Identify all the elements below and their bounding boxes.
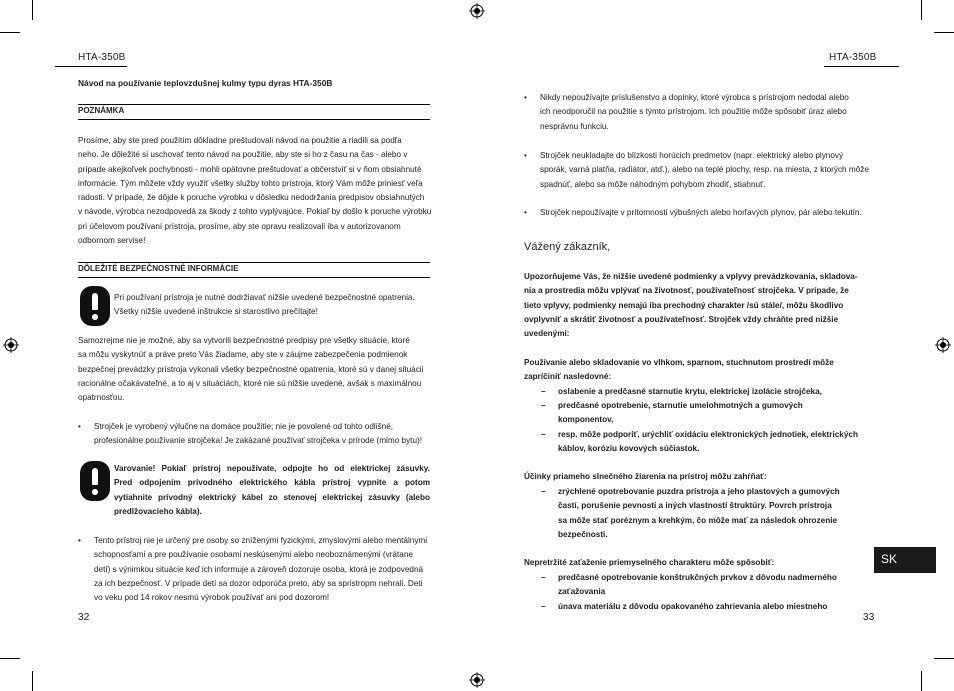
registration-mark-icon bbox=[469, 672, 485, 688]
text-line: Strojček neukladajte do blízkosti horúcich predmetov (napr. elektrický alebo plynový bbox=[540, 151, 844, 160]
crop-mark bbox=[934, 658, 954, 659]
text-line: častí, porušenie pevnosti a iných vlastností štruktúry. Povrch prístroja bbox=[558, 501, 832, 511]
warning-text-1 bbox=[114, 291, 434, 320]
note-paragraph bbox=[78, 134, 434, 248]
text-line: bezpečnosti. bbox=[558, 529, 608, 539]
section-rule bbox=[78, 277, 430, 278]
dash-icon: – bbox=[541, 387, 546, 396]
bullet-item bbox=[524, 91, 894, 135]
text-line: sporák, varná platňa, radiátor, atď.), alebo na teplé plochy, resp. na miesta, z ktorých môže bbox=[540, 165, 869, 175]
text-line: vo veku pod 14 rokov nesmú výrobok používať ani pod dozorom! bbox=[94, 593, 330, 603]
text-line: predčasné opotrebenie, starnutie umelohmotných a gumových bbox=[558, 401, 803, 410]
intro-paragraph bbox=[78, 334, 434, 405]
bullet-icon: • bbox=[524, 208, 527, 217]
text-line: predlžovacieho kábla). bbox=[114, 506, 202, 516]
text-line: oslabenie a predčasné starnutie krytu, elektrickej izolácie strojčeka, bbox=[558, 387, 822, 396]
text-line: zaťažovania bbox=[558, 587, 606, 597]
text-line: pri účelovom používaní prístroja, prosíme, aby ste opravu realizovali iba v autorizovanom bbox=[78, 221, 401, 231]
text-line: racionálne očakávateľné, a to aj v situáciách, ktoré nie sú nižšie uvedené, avšak s maximálnou bbox=[78, 378, 422, 388]
dash-item bbox=[541, 428, 891, 456]
sun-heading: Účinky priameho slnečného žiarenia na prístroj môžu zahŕňať: bbox=[524, 472, 767, 481]
text-line: tieto vplyvy, podmienky nemajú iba prechodný charakter /sú stále/, môžu škodlivo bbox=[524, 300, 844, 310]
text-line: vytiahnite prívodný elektrický kábel zo stenovej elektrickej zásuvky (alebo bbox=[114, 492, 430, 502]
text-line: schopnosťami a pre používanie osobami neskúsenými alebo neoboznámenými (vrátane bbox=[94, 550, 413, 560]
text-line: opatrnosťou. bbox=[78, 393, 125, 403]
text-line: Pri používaní prístroja je nutné dodržiavať nižšie uvedené bezpečnostné opatrenia. bbox=[114, 293, 415, 302]
text-line: Strojček je vyrobený výlučne na domáce použitie; nie je povolené od tohto odlišné, bbox=[94, 422, 394, 431]
text-line: Samozrejme nie je možné, aby sa vytvorili bezpečnostné predpisy pre všetky situácie, ktoré bbox=[78, 336, 410, 345]
text-line: informácie. Tým môžete vždy využiť všetky služby tohto prístroja, ktorý Vám môže priniesť veľa bbox=[78, 178, 423, 188]
text-line: Tento prístroj nie je určený pre osoby so zníženými fyzickými, zmyslovými alebo mentálnymi bbox=[94, 536, 428, 545]
text-line: v návode, výrobca nezodpovedá za škody z tohto vyplývajúce. Pokiaľ by došlo k poruche výrobku bbox=[78, 207, 432, 217]
dash-icon: – bbox=[541, 401, 546, 410]
load-heading: Nepretržité zaťaženie priemyselného charakteru môže spôsobiť: bbox=[524, 558, 775, 567]
text-line: Používanie alebo skladovanie vo vlhkom, sparnom, stuchnutom prostredí môže bbox=[524, 358, 834, 367]
text-line: káblov, koróziu kovových súčiastok. bbox=[558, 444, 700, 454]
crop-mark bbox=[921, 671, 922, 691]
text-line: resp. môže podporiť, urýchliť oxidáciu elektronických jednotiek, elektrických bbox=[558, 430, 858, 439]
page-header-model: HTA-350B bbox=[78, 52, 126, 63]
crop-mark bbox=[934, 32, 954, 33]
language-tab-label: SK bbox=[881, 552, 898, 566]
warning-exclamation-icon bbox=[80, 286, 110, 326]
dash-item bbox=[541, 385, 891, 399]
safety-heading: DÔLEŽITÉ BEZPEČNOSTNÉ INFORMÁCIE bbox=[78, 264, 239, 273]
text-line: Upozorňujeme Vás, že nižšie uvedené podmienky a vplyvy prevádzkovania, skladova- bbox=[524, 272, 858, 281]
page-number: 32 bbox=[78, 612, 90, 623]
text-line: predčasné opotrebovanie konštrukčných prvkov z dôvodu nadmerného bbox=[558, 573, 837, 582]
bullet-icon: • bbox=[524, 93, 527, 102]
registration-mark-icon bbox=[469, 3, 485, 19]
text-line: nia a prostredia môžu vplývať na životnosť, používateľnosť strojčeka. V prípade, že bbox=[524, 286, 849, 296]
dash-item bbox=[541, 399, 891, 427]
page-header-model: HTA-350B bbox=[829, 52, 877, 63]
bullet-item bbox=[524, 149, 894, 193]
text-line: únava materiálu z dôvodu opakovaného zahrievania alebo miestneho bbox=[558, 602, 828, 611]
warning-text-2 bbox=[114, 462, 430, 519]
text-line: neho. Je dôležité si uschovať tento návod na použitie, aby ste si ho z času na čas - alebo v bbox=[78, 150, 408, 160]
header-rule bbox=[55, 66, 127, 67]
bullet-icon: • bbox=[524, 151, 527, 160]
section-rule bbox=[78, 262, 430, 263]
text-line: zapríčiniť nasledovné: bbox=[524, 372, 612, 382]
text-line: Varovanie! Pokiaľ prístroj nepoužívate, odpojte ho od elektrickej zásuvky. bbox=[114, 464, 430, 473]
text-line: Strojček nepoužívajte v prítomnosti výbušných alebo horľavých plynov, pár alebo tekutín. bbox=[540, 208, 862, 217]
dash-item bbox=[541, 485, 891, 543]
text-line: ich neodporučil na použitie s týmto prístrojom. Ich použitie môže spôsobiť úraz alebo bbox=[540, 107, 847, 117]
bullet-item bbox=[78, 420, 434, 450]
bullet-icon: • bbox=[78, 422, 81, 431]
language-tab-sk bbox=[874, 547, 936, 573]
conditions-intro bbox=[524, 270, 894, 341]
text-line: prípade akejkoľvek pochybnosti - mohli opätovne preštudovať a občerstviť si v ňom obsiahnuté bbox=[78, 164, 422, 174]
bullet-item bbox=[78, 534, 434, 608]
text-line: nesprávnu funkciu. bbox=[540, 121, 609, 131]
text-line: spadnúť, alebo sa môže náhodným pohybom zhodiť, stiahnuť. bbox=[540, 179, 766, 189]
dash-icon: – bbox=[541, 573, 546, 582]
text-line: Všetky nižšie uvedené inštrukcie si starostlivo prečítajte! bbox=[114, 307, 318, 317]
text-line: detí) s výnimkou situácie keď ich informuje a zároveň dozoruje osoba, ktorá je zodpovedná bbox=[94, 564, 424, 574]
crop-mark bbox=[32, 0, 33, 20]
bullet-item bbox=[524, 206, 894, 222]
text-line: bezpečnej prevádzky prístroja vykonali všetky bezpečnostné opatrenia, ktoré sú v danej situácii bbox=[78, 364, 424, 374]
registration-mark-icon bbox=[935, 337, 951, 353]
crop-mark bbox=[32, 671, 33, 691]
humid-heading bbox=[524, 356, 894, 385]
text-line: sa môžu vyskytnúť a práve preto Vás žiadame, aby ste v záujme zabezpečenia podmienok bbox=[78, 350, 408, 360]
section-rule bbox=[78, 104, 430, 105]
dash-icon: – bbox=[541, 602, 546, 611]
text-line: profesionálne používanie strojčeka! Je zakázané používať strojčeka v prírode (mimo bytu)! bbox=[94, 436, 423, 446]
bullet-icon: • bbox=[78, 536, 81, 545]
crop-mark bbox=[0, 32, 20, 33]
dash-icon: – bbox=[541, 487, 546, 496]
text-line: Nikdy nepoužívajte príslušenstvo a doplnky, ktoré výrobca s prístrojom nedodal alebo bbox=[540, 93, 849, 102]
dash-item bbox=[541, 600, 861, 614]
note-heading: POZNÁMKA bbox=[78, 106, 125, 115]
text-line: za ich bezpečnosť. V prípade detí sa dozor odporúča preto, aby sa spristropm nehrali. Deti bbox=[94, 578, 423, 588]
page-number: 33 bbox=[863, 612, 875, 623]
text-line: sa môže stať poréznym a krehkým, čo môže mať za následok ohrozenie bbox=[558, 515, 838, 525]
text-line: uvedenými: bbox=[524, 329, 570, 339]
section-rule bbox=[78, 119, 430, 120]
crop-mark bbox=[0, 658, 20, 659]
text-line: ovplyvniť a skrátiť životnosť a používateľnosť. Strojček vždy chráňte pred nižšie bbox=[524, 314, 839, 324]
text-line: Pred odpojením prívodného elektrického kábla prístroj vypnite a potom bbox=[114, 478, 430, 488]
crop-mark bbox=[921, 0, 922, 20]
dash-item bbox=[541, 571, 861, 599]
document-title: Návod na používanie teplovzdušnej kulmy typu dyras HTA-350B bbox=[78, 78, 333, 88]
dash-icon: – bbox=[541, 430, 546, 439]
text-line: zrýchlené opotrebovanie puzdra prístroja a jeho plastových a gumových bbox=[558, 487, 840, 496]
registration-mark-icon bbox=[3, 337, 19, 353]
header-rule bbox=[824, 66, 899, 67]
text-line: odbornom servise! bbox=[78, 236, 146, 246]
warning-exclamation-icon bbox=[80, 461, 110, 501]
text-line: komponentov, bbox=[558, 415, 614, 425]
text-line: Prosíme, aby ste pred použitím dôkladne preštudovali návod na použitie a riadili sa podľa bbox=[78, 136, 402, 145]
text-line: radosti. V prípade, že dôjde k poruche výrobku v dôsledku nedodržania predpisov obsiahnutých bbox=[78, 193, 425, 203]
greeting: Vážený zákazník, bbox=[524, 241, 611, 253]
